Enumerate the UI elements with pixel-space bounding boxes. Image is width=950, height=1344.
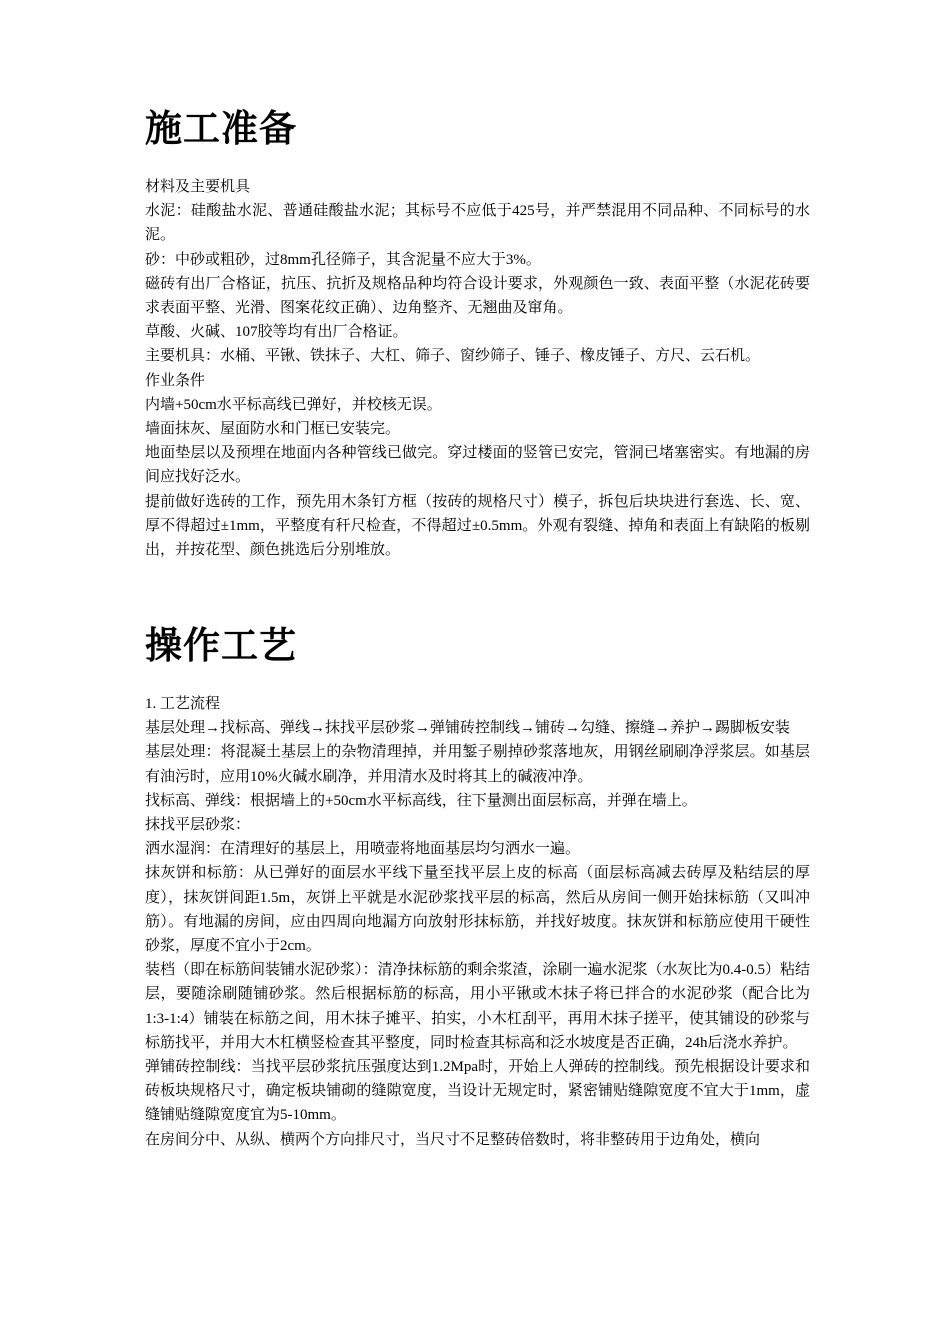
paragraph: 基层处理：将混凝土基层上的杂物清理掉，并用錾子剔掉砂浆落地灰，用钢丝刷刷净浮浆层。如基层有油污时，应用10%火碱水刷净，并用清水及时将其上的碱液冲净。 (145, 744, 810, 785)
paragraph: 内墙+50cm水平标高线已弹好，并校核无误。 (145, 396, 442, 413)
paragraph: 水泥：硅酸盐水泥、普通硅酸盐水泥；其标号不应低于425号，并严禁混用不同品种、不同标号的水泥。 (145, 203, 810, 244)
paragraph: 磁砖有出厂合格证，抗压、抗折及规格品种均符合设计要求，外观颜色一致、表面平整（水泥花砖要求表面平整、光滑、图案花纹正确）、边角整齐、无翘曲及窜角。 (145, 275, 810, 317)
paragraph: 基层处理→找标高、弹线→抹找平层砂浆→弹铺砖控制线→铺砖→勾缝、擦缝→养护→踢脚板安装 (145, 720, 791, 737)
paragraph: 材料及主要机具 (145, 179, 251, 195)
paragraph: 作业条件 (145, 372, 206, 389)
paragraph: 草酸、火碱、107胶等均有出厂合格证。 (145, 324, 408, 341)
paragraph: 洒水湿润：在清理好的基层上，用喷壶将地面基层均匀洒水一遍。 (145, 841, 581, 858)
paragraph: 抹找平层砂浆： (145, 817, 251, 834)
section-body-preparation (145, 175, 810, 562)
paragraph: 主要机具：水桶、平锹、铁抹子、大杠、筛子、窗纱筛子、锤子、橡皮锤子、方尺、云石机。 (145, 348, 761, 365)
section-heading-preparation: 施工准备 (145, 107, 297, 150)
paragraph: 提前做好选砖的工作，预先用木条钉方框（按砖的规格尺寸）模子，拆包后块块进行套选、长、宽、厚不得超过±1mm，平整度有秆尺检查，不得超过±0.5mm。外观有裂缝、掉角和表面上有缺陷的板剔出，并按花型、颜色挑选后分别堆放。 (145, 493, 810, 559)
section-body-operation (145, 692, 810, 1152)
paragraph: 找标高、弹线：根据墙上的+50cm水平标高线，往下量测出面层标高，并弹在墙上。 (145, 792, 697, 809)
paragraph: 在房间分中、从纵、横两个方向排尺寸，当尺寸不足整砖倍数时，将非整砖用于边角处，横向 (145, 1131, 761, 1148)
section-heading-operation: 操作工艺 (145, 624, 297, 667)
paragraph: 装档（即在标筋间装铺水泥砂浆）：清净抹标筋的剩余浆渣，涂刷一遍水泥浆（水灰比为0.4-0.5）粘结层，要随涂刷随铺砂浆。然后根据标筋的标高，用小平锹或木抹子将已拌合的水泥砂浆（配合比为1:3-1:4）铺装在标筋之间，用木抹子摊平、拍实，小木杠刮平，再用木抹子搓平，使其铺设的砂浆与标筋找平，并用大木杠横竖检查其平整度，同时检查其标高和泛水坡度是否正确，24h后浇水养护。 (145, 962, 810, 1051)
paragraph: 地面垫层以及预埋在地面内各种管线已做完。穿过楼面的竖管已安完，管洞已堵塞密实。有地漏的房间应找好泛水。 (145, 445, 810, 486)
paragraph: 墙面抹灰、屋面防水和门框已安装完。 (145, 421, 401, 438)
paragraph: 抹灰饼和标筋：从已弹好的面层水平线下量至找平层上皮的标高（面层标高减去砖厚及粘结层的厚度），抹灰饼间距1.5m，灰饼上平就是水泥砂浆找平层的标高，然后从房间一侧开始抹标筋（又叫冲筋）。有地漏的房间，应由四周向地漏方向放射形抹标筋，并找好坡度。抹灰饼和标筋应使用干硬性砂浆，厚度不宜小于2cm。 (145, 865, 810, 955)
paragraph: 1. 工艺流程 (145, 696, 221, 712)
paragraph: 弹铺砖控制线：当找平层砂浆抗压强度达到1.2Mpa时，开始上人弹砖的控制线。预先根据设计要求和砖板块规格尺寸，确定板块铺砌的缝隙宽度，当设计无规定时，紧密铺贴缝隙宽度不宜大于1mm，虚缝铺贴缝隙宽度宜为5-10mm。 (145, 1059, 810, 1124)
paragraph: 砂：中砂或粗砂，过8mm孔径筛子，其含泥量不应大于3%。 (145, 251, 541, 268)
